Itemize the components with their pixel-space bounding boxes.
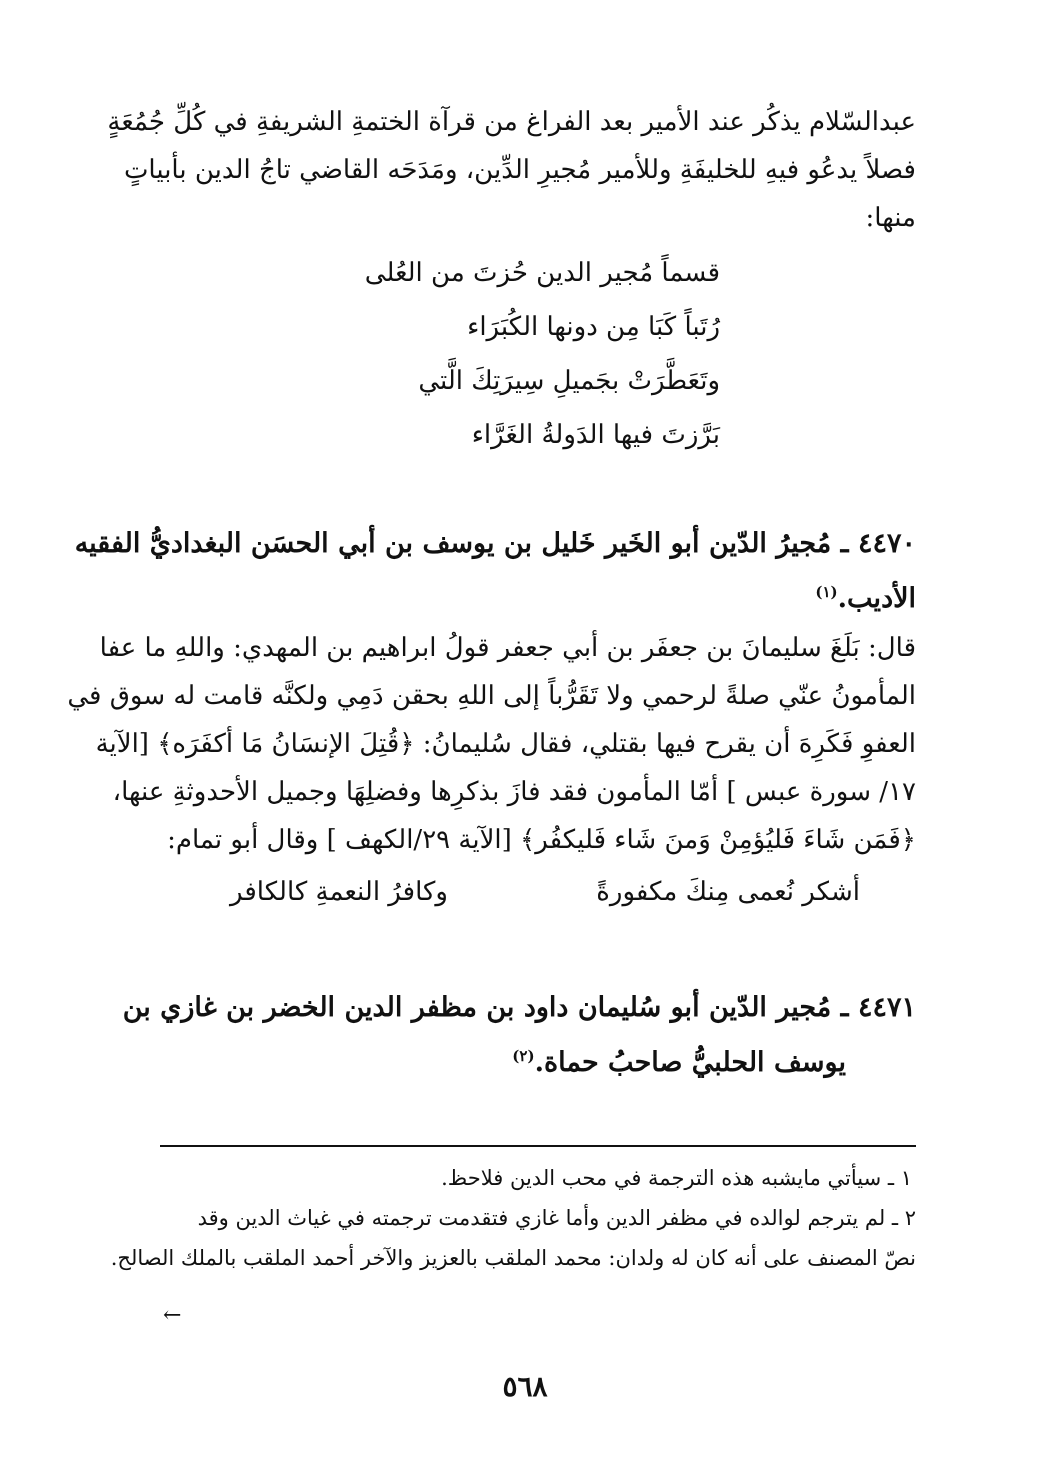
- page-number: ٥٦٨: [502, 1370, 548, 1403]
- intro-line: عبدالسّلام يذكُر عند الأمير بعد الفراغ من قرآة الختمةِ الشريفةِ في كُلِّ جُمُعَةٍ: [107, 107, 916, 137]
- body-line: ﴿فَمَن شَاءَ فَليُؤمِنْ وَمنَ شَاء فَليكفُر﴾ [الآية ٢٩/الكهف ] وقال أبو تمام:: [167, 825, 916, 855]
- poem: [300, 246, 720, 462]
- footnote-divider: [160, 1145, 916, 1147]
- entry-4470-heading: [74, 520, 916, 623]
- footnotes: [110, 1158, 916, 1278]
- entry-4470-body: [67, 624, 916, 864]
- footnote-ref: (٢): [512, 1047, 535, 1065]
- footnote: نصّ المصنف على أنه كان له ولدان: محمد الملقب بالعزيز والآخر أحمد الملقب بالملك الصالح.: [110, 1246, 916, 1270]
- footnote: ٢ ـ لم يترجم لوالده في مظفر الدين وأما غازي فتقدمت ترجمته في غياث الدين وقد: [197, 1206, 916, 1230]
- poem-line: رُتَباً كَبَا مِن دونها الكُبَرَاء: [467, 312, 720, 342]
- intro-line: فصلاً يدعُو فيهِ للخليفَةِ وللأمير مُجيرِ الدِّين، ومَدَحَه القاضي تاجُ الدين بأبياتٍ: [123, 155, 916, 185]
- body-line: العفوِ فَكَرِهَ أن يقرح فيها بقتلي، فقال سُليمانُ: ﴿قُتِلَ الإنسَانُ مَا أكفَرَه﴾ [الآية: [95, 729, 916, 759]
- body-line: ١٧/ سورة عبس ] أمّا المأمون فقد فازَ بذكرِها وفضلِهَا وجميل الأحدوثةِ عنها،: [112, 777, 916, 807]
- couplet-second-hemistich: وكافرُ النعمةِ كالكافر: [230, 877, 448, 907]
- body-line: المأمونُ عنّي صلةً لرحمي ولا تَقَرُّباً إلى اللهِ بحقن دَمِي ولكنَّه قامت له سوق في: [67, 681, 916, 711]
- couplet-first-hemistich: أشكر نُعمى مِنكَ مكفورةً: [596, 877, 860, 907]
- entry-4471-heading: [122, 984, 916, 1087]
- heading-line: الأديب.: [837, 583, 916, 614]
- poem-line: وتَعَطَّرَتْ بجَميلِ سِيرَتِكَ الَّتي: [418, 366, 720, 396]
- intro-paragraph: [107, 98, 916, 242]
- poem-line: قسماً مُجير الدين حُزتَ من العُلى: [364, 258, 720, 288]
- heading-line: ٤٤٧٠ ـ مُجيرُ الدّين أبو الخَير خَليل بن يوسف بن أبي الحسَن البغداديُّ الفقيه: [74, 528, 916, 559]
- footnote-ref: (١): [815, 583, 838, 601]
- poem-line: بَرَّزتَ فيها الدَولةُ الغَرَّاء: [471, 420, 720, 450]
- intro-line: منها:: [865, 203, 916, 233]
- footnote: ١ ـ سيأتي مايشبه هذه الترجمة في محب الدين فلاحظ.: [441, 1166, 912, 1190]
- heading-line: ٤٤٧١ ـ مُجير الدّين أبو سُليمان داود بن مظفر الدين الخضر بن غازي بن: [122, 992, 916, 1023]
- continuation-arrow-icon: ←: [163, 1303, 182, 1328]
- heading-line: يوسف الحلبيُّ صاحبُ حماة.: [534, 1047, 846, 1078]
- body-line: قال: بَلَغَ سليمانَ بن جعفَر بن أبي جعفر قولُ ابراهيم بن المهدي: واللهِ ما عفا: [99, 633, 916, 663]
